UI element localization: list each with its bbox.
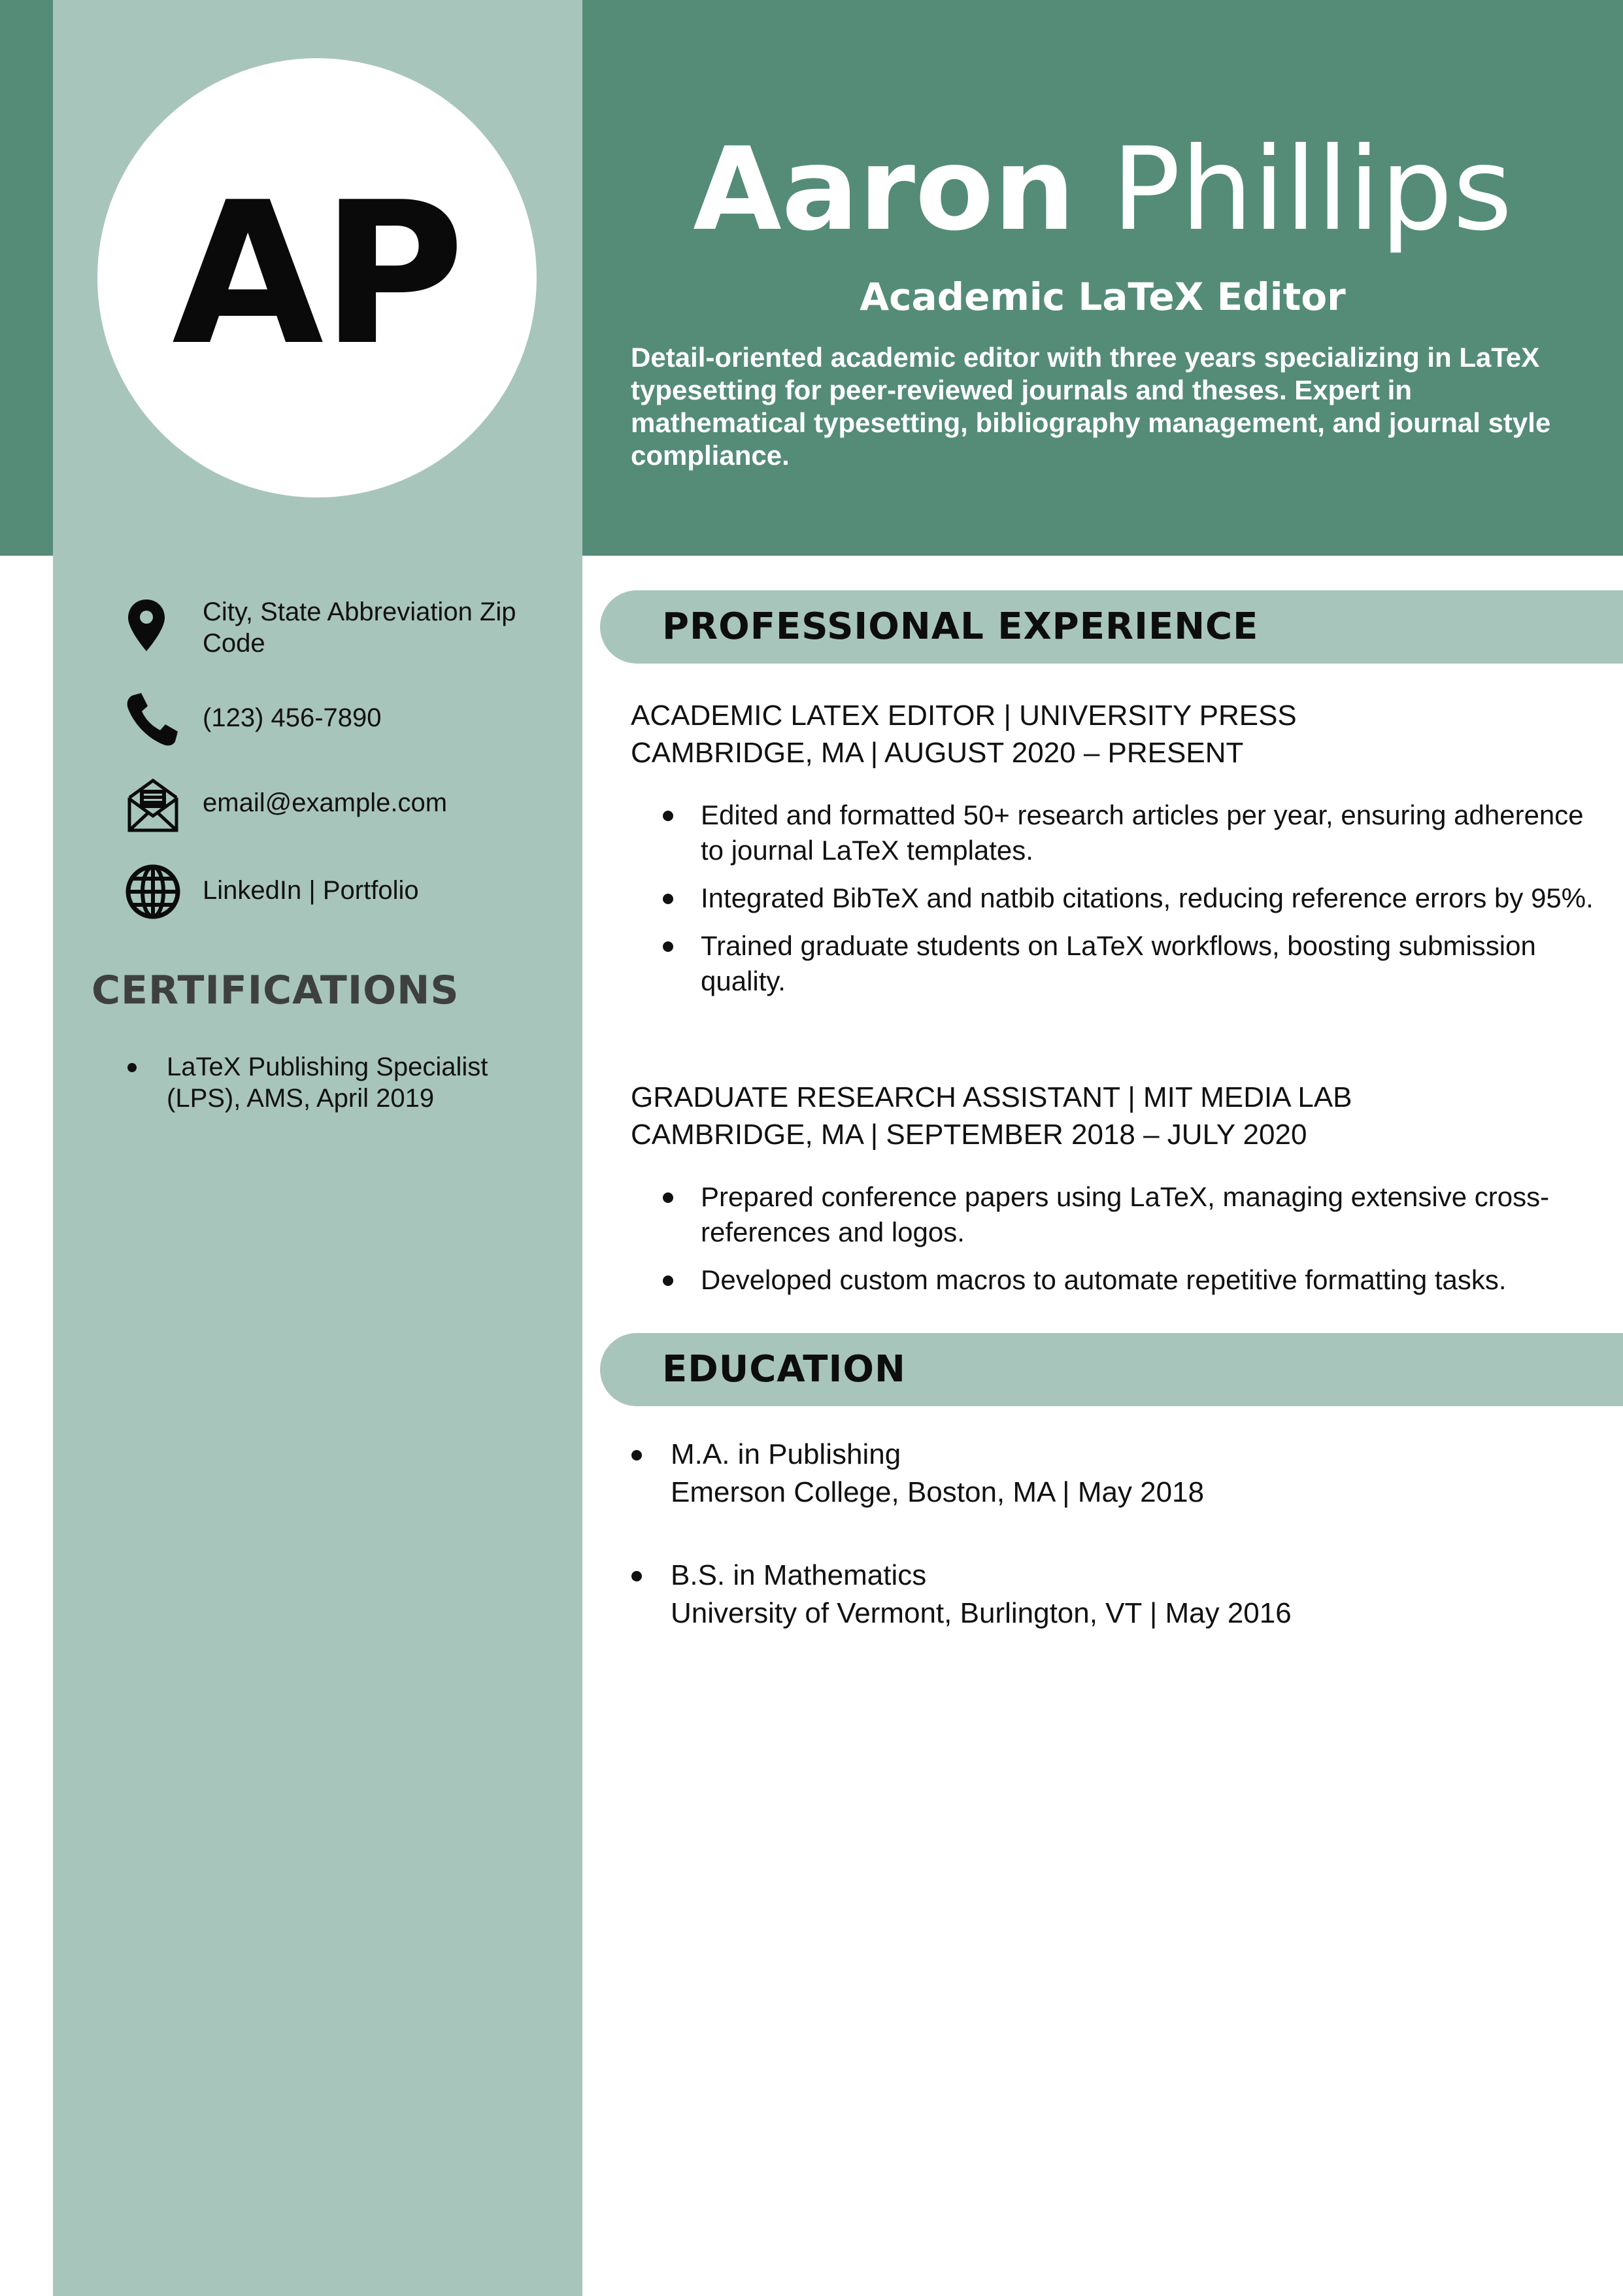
list-item: Prepared conference papers using LaTeX, managing extensive cross-references and logos. [660,1179,1601,1250]
email-icon [124,775,182,833]
list-item: Edited and formatted 50+ research articles per year, ensuring adherence to journal LaTeX templates. [660,798,1601,868]
education-degree: B.S. in Mathematics [671,1559,927,1591]
first-name: Aaron [693,124,1075,256]
education-degree: M.A. in Publishing [671,1438,901,1470]
last-name: Phillips [1111,124,1513,256]
address-text: City, State Abbreviation Zip Code [203,598,516,658]
experience-heading: PROFESSIONAL EXPERIENCE [662,605,1259,648]
education-item [629,1436,1623,1511]
certifications-list [127,1051,546,1114]
job-2-meta: CAMBRIDGE, MA | SEPTEMBER 2018 – JULY 2020 [631,1119,1307,1151]
avatar [97,58,537,498]
education-school: Emerson College, Boston, MA | May 2018 [671,1476,1205,1508]
header-divider [0,556,53,558]
contact-address [124,596,556,659]
education-school: University of Vermont, Burlington, VT | May 2016 [671,1597,1292,1629]
contact-phone [124,690,556,748]
job-2-title: GRADUATE RESEARCH ASSISTANT | MIT MEDIA LAB [631,1081,1352,1113]
education-item [629,1557,1623,1632]
certification-item: LaTeX Publishing Specialist (LPS), AMS, April 2019 [127,1051,546,1114]
candidate-name [582,124,1623,256]
job-1-title: ACADEMIC LATEX EDITOR | UNIVERSITY PRESS [631,700,1297,732]
links-text[interactable]: LinkedIn | Portfolio [203,876,419,905]
list-item: Trained graduate students on LaTeX workflows, boosting submission quality. [660,928,1601,999]
contact-email [124,775,556,833]
globe-icon [124,863,182,920]
phone-icon [124,690,182,748]
job-1-meta: CAMBRIDGE, MA | AUGUST 2020 – PRESENT [631,737,1244,769]
avatar-initials: AP [171,160,463,388]
list-item: Integrated BibTeX and natbib citations, reducing reference errors by 95%. [660,881,1601,916]
job-1-bullets [660,798,1601,1011]
phone-text: (123) 456-7890 [203,703,382,732]
contact-links [124,863,556,920]
job-2-bullets [660,1179,1601,1310]
email-text[interactable]: email@example.com [203,788,448,817]
education-heading: EDUCATION [662,1348,906,1391]
certifications-heading: CERTIFICATIONS [92,968,460,1013]
location-pin-icon [124,596,182,654]
job-title: Academic LaTeX Editor [860,275,1346,319]
summary: Detail-oriented academic editor with three years specializing in LaTeX typesetting for peer-reviewed journals and theses. Expert in mathematical typesetting, bibliography management, and journal style compliance. [631,342,1551,471]
list-item: Developed custom macros to automate repetitive formatting tasks. [660,1262,1601,1298]
